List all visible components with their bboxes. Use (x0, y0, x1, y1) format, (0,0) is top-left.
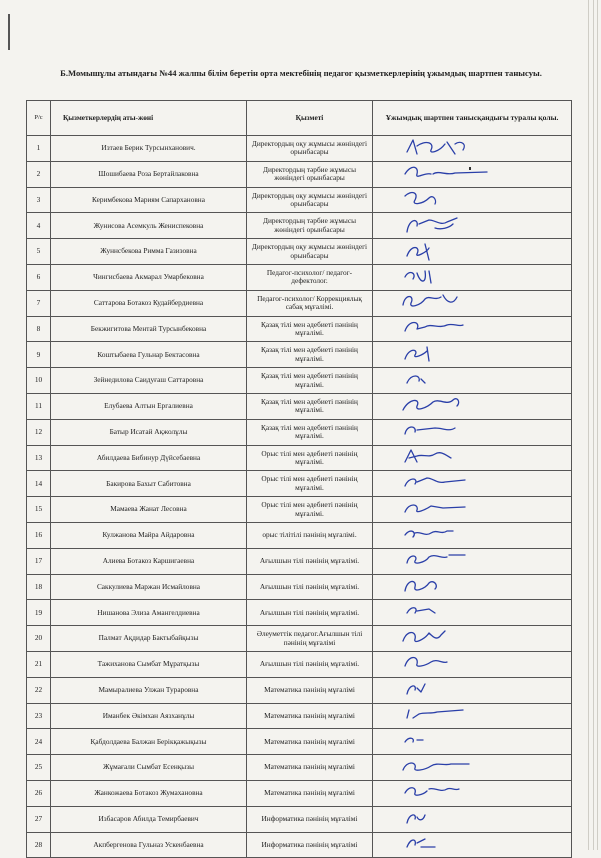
handwritten-signature (373, 575, 572, 599)
handwritten-signature (373, 523, 572, 547)
employee-name: Избасаров Абилда Темирбаевич (51, 806, 247, 832)
table-row (27, 677, 572, 703)
page-edge (597, 0, 598, 850)
handwritten-signature (373, 240, 572, 264)
employee-name: Елубаева Алтын Ергалиевна (51, 393, 247, 419)
signature-cell (373, 677, 572, 703)
signature-cell (373, 290, 572, 316)
employee-name: Қабдолдаева Балжан Берікқажықызы (51, 729, 247, 755)
row-number: 14 (27, 471, 51, 497)
table-row (27, 213, 572, 239)
row-number: 3 (27, 187, 51, 213)
handwritten-signature (373, 317, 572, 341)
row-number: 15 (27, 497, 51, 523)
row-number: 24 (27, 729, 51, 755)
row-number: 9 (27, 342, 51, 368)
employee-position: Педагог-психолог/ Коррекциялық сабақ мұғалімі. (247, 290, 373, 316)
header-name: Қызметкерлердің аты-жөні (51, 101, 247, 136)
employee-name: Абилдаева Бибинур Дүйсебаевна (51, 445, 247, 471)
page-edge (588, 0, 589, 850)
table-row (27, 393, 572, 419)
signature-cell (373, 213, 572, 239)
row-number: 23 (27, 703, 51, 729)
employee-name: Бакирова Бахыт Сабитовна (51, 471, 247, 497)
table-row (27, 445, 572, 471)
table-row (27, 342, 572, 368)
employee-position: Орыс тілі мен әдебиеті пәнінің мұғалімі. (247, 497, 373, 523)
table-row (27, 419, 572, 445)
row-number: 2 (27, 161, 51, 187)
handwritten-signature (373, 704, 572, 728)
employee-position: орыс тілітілі пәнінің мұғалімі. (247, 522, 373, 548)
employee-position: Қазақ тілі мен әдебиеті пәнінің мұғалімі. (247, 419, 373, 445)
signature-cell (373, 522, 572, 548)
row-number: 20 (27, 626, 51, 652)
table-row (27, 290, 572, 316)
handwritten-signature (373, 446, 572, 470)
handwritten-signature (373, 601, 572, 625)
signature-cell (373, 368, 572, 394)
row-number: 21 (27, 651, 51, 677)
employee-name: Саттарова Ботакоз Кудайбердиевна (51, 290, 247, 316)
employee-position: Математика пәнінің мұғалімі (247, 677, 373, 703)
table-row (27, 316, 572, 342)
employee-position: Қазақ тілі мен әдебиеті пәнінің мұғалімі. (247, 316, 373, 342)
signature-cell (373, 161, 572, 187)
handwritten-signature (373, 678, 572, 702)
employee-position: Директордың оқу жұмысы жөніндегі орынбасары (247, 136, 373, 162)
employee-name: Тажиханова Сымбат Мұратқызы (51, 651, 247, 677)
row-number: 7 (27, 290, 51, 316)
handwritten-signature (373, 369, 572, 393)
handwritten-signature (373, 498, 572, 522)
signature-cell (373, 264, 572, 290)
row-number: 27 (27, 806, 51, 832)
row-number: 13 (27, 445, 51, 471)
table-row (27, 497, 572, 523)
signature-cell (373, 548, 572, 574)
table-row (27, 161, 572, 187)
employee-position: Математика пәнінің мұғалімі (247, 729, 373, 755)
handwritten-signature (373, 627, 572, 651)
employee-name: Жунисова Асемкуль Жениспековна (51, 213, 247, 239)
row-number: 6 (27, 264, 51, 290)
signature-cell (373, 574, 572, 600)
employee-name: Саккулиева Маржан Исмайловна (51, 574, 247, 600)
handwritten-signature (373, 807, 572, 831)
employee-name: Коштыбаева Гульнар Бектасовна (51, 342, 247, 368)
table-row (27, 574, 572, 600)
table-row (27, 522, 572, 548)
staff-signature-table (26, 100, 572, 858)
employee-name: Керимбекова Мариям Сапархановна (51, 187, 247, 213)
row-number: 4 (27, 213, 51, 239)
employee-position: Әлеуметтік педагог.Ағылшын тілі пәнінің мұғалімі (247, 626, 373, 652)
employee-position: Директордың оқу жұмысы жөніндегі орынбасары (247, 187, 373, 213)
row-number: 26 (27, 780, 51, 806)
ink-mark (469, 167, 471, 170)
handwritten-signature (373, 214, 572, 238)
handwritten-signature (373, 343, 572, 367)
employee-name: Изтаев Берик Турсынханович. (51, 136, 247, 162)
employee-position: Математика пәнінің мұғалімі (247, 780, 373, 806)
employee-position: Ағылшын тілі пәнінің мұғалімі. (247, 600, 373, 626)
signature-cell (373, 239, 572, 265)
signature-cell (373, 832, 572, 858)
employee-name: Палмат Ақдидар Бактыбайқызы (51, 626, 247, 652)
table-row (27, 368, 572, 394)
employee-position: Директордың тәрбие жұмысы жөніндегі орынбасары (247, 213, 373, 239)
table-row (27, 471, 572, 497)
employee-name: Мамаева Жанат Лесовна (51, 497, 247, 523)
employee-position: Директордың оқу жұмысы жөніндегі орынбасары (247, 239, 373, 265)
table-row (27, 600, 572, 626)
row-number: 16 (27, 522, 51, 548)
signature-cell (373, 136, 572, 162)
signature-cell (373, 393, 572, 419)
signature-cell (373, 342, 572, 368)
employee-name: Чингисбаева Акмарал Умарбековна (51, 264, 247, 290)
signature-cell (373, 316, 572, 342)
employee-position: Математика пәнінің мұғалімі (247, 703, 373, 729)
header-role: Қызметі (247, 101, 373, 136)
row-number: 28 (27, 832, 51, 858)
signature-cell (373, 806, 572, 832)
signature-cell (373, 780, 572, 806)
employee-name: Жуннсбекова Римма Газизовна (51, 239, 247, 265)
employee-name: Иманбек Әкімхан Аязханұлы (51, 703, 247, 729)
handwritten-signature (373, 833, 572, 857)
employee-position: Орыс тілі мен әдебиеті пәнінің мұғалімі. (247, 471, 373, 497)
employee-name: Жұмағали Сымбат Есенқызы (51, 755, 247, 781)
table-row (27, 780, 572, 806)
row-number: 8 (27, 316, 51, 342)
table-row (27, 755, 572, 781)
handwritten-signature (373, 549, 572, 573)
employee-name: Кулжанова Майра Айдаровна (51, 522, 247, 548)
table-row (27, 264, 572, 290)
table-row (27, 729, 572, 755)
handwritten-signature (373, 730, 572, 754)
employee-name: Бекжигитова Ментай Турсынбековна (51, 316, 247, 342)
signature-cell (373, 729, 572, 755)
signature-cell (373, 419, 572, 445)
signature-cell (373, 187, 572, 213)
employee-position: Педагог-психолог/ педагог-дефектолог. (247, 264, 373, 290)
handwritten-signature (373, 188, 572, 212)
handwritten-signature (373, 265, 572, 289)
row-number: 1 (27, 136, 51, 162)
handwritten-signature (373, 781, 572, 805)
margin-mark (8, 14, 10, 50)
table-row (27, 239, 572, 265)
handwritten-signature (373, 420, 572, 444)
header-signature: Ұжымдық шартпен танысқандығы туралы қолы. (373, 101, 572, 136)
employee-name: Мамыралиева Улжан Тураровна (51, 677, 247, 703)
employee-name: Акпбергенова Гульназ Ускенбаевна (51, 832, 247, 858)
table-row (27, 703, 572, 729)
employee-name: Шошибаева Роза Бертайлаковна (51, 161, 247, 187)
employee-name: Батыр Исатай Ақжолұлы (51, 419, 247, 445)
employee-position: Қазақ тілі мен әдебиеті пәнінің мұғалімі. (247, 368, 373, 394)
employee-position: Ағылшын тілі пәнінің мұғалімі. (247, 651, 373, 677)
employee-position: Информатика пәнінің мұғалімі (247, 806, 373, 832)
employee-name: Жанкожаева Ботакоз Жумахановна (51, 780, 247, 806)
signature-cell (373, 471, 572, 497)
employee-name: Алиева Ботакоз Каршигаевна (51, 548, 247, 574)
employee-name: Нишанова Элиза Амангелдиевна (51, 600, 247, 626)
employee-position: Директордың тәрбие жұмысы жөніндегі орынбасары (247, 161, 373, 187)
handwritten-signature (373, 652, 572, 676)
header-num: Р/с (27, 101, 51, 136)
signature-cell (373, 626, 572, 652)
employee-position: Математика пәнінің мұғалімі (247, 755, 373, 781)
table-row (27, 136, 572, 162)
table-row (27, 548, 572, 574)
page-edge (593, 0, 594, 850)
handwritten-signature (373, 472, 572, 496)
employee-position: Қазақ тілі мен әдебиеті пәнінің мұғалімі. (247, 393, 373, 419)
table-row (27, 651, 572, 677)
handwritten-signature (373, 136, 572, 160)
handwritten-signature (373, 291, 572, 315)
table-row (27, 806, 572, 832)
row-number: 10 (27, 368, 51, 394)
employee-name: Зейнедилова Саидуғаш Саттаровна (51, 368, 247, 394)
row-number: 12 (27, 419, 51, 445)
employee-position: Ағылшын тілі пәнінің мұғалімі. (247, 548, 373, 574)
row-number: 22 (27, 677, 51, 703)
table-row (27, 832, 572, 858)
row-number: 17 (27, 548, 51, 574)
document-title: Б.Момышұлы атындағы №44 жалпы білім беретін орта мектебінің педагог қызметкерлерінің ұжымдық шартпен танысуы. (60, 68, 542, 78)
table-row (27, 626, 572, 652)
table-header-row (27, 101, 572, 136)
handwritten-signature (373, 394, 572, 418)
signature-cell (373, 600, 572, 626)
row-number: 5 (27, 239, 51, 265)
employee-position: Информатика пәнінің мұғалімі (247, 832, 373, 858)
row-number: 11 (27, 393, 51, 419)
employee-position: Орыс тілі мен әдебиеті пәнінің мұғалімі. (247, 445, 373, 471)
table-row (27, 187, 572, 213)
employee-position: Қазақ тілі мен әдебиеті пәнінің мұғалімі. (247, 342, 373, 368)
employee-position: Ағылшын тілі пәнінің мұғалімі. (247, 574, 373, 600)
signature-cell (373, 497, 572, 523)
signature-cell (373, 445, 572, 471)
row-number: 25 (27, 755, 51, 781)
row-number: 19 (27, 600, 51, 626)
signature-cell (373, 651, 572, 677)
handwritten-signature (373, 756, 572, 780)
handwritten-signature (373, 162, 572, 186)
row-number: 18 (27, 574, 51, 600)
signature-cell (373, 755, 572, 781)
signature-cell (373, 703, 572, 729)
